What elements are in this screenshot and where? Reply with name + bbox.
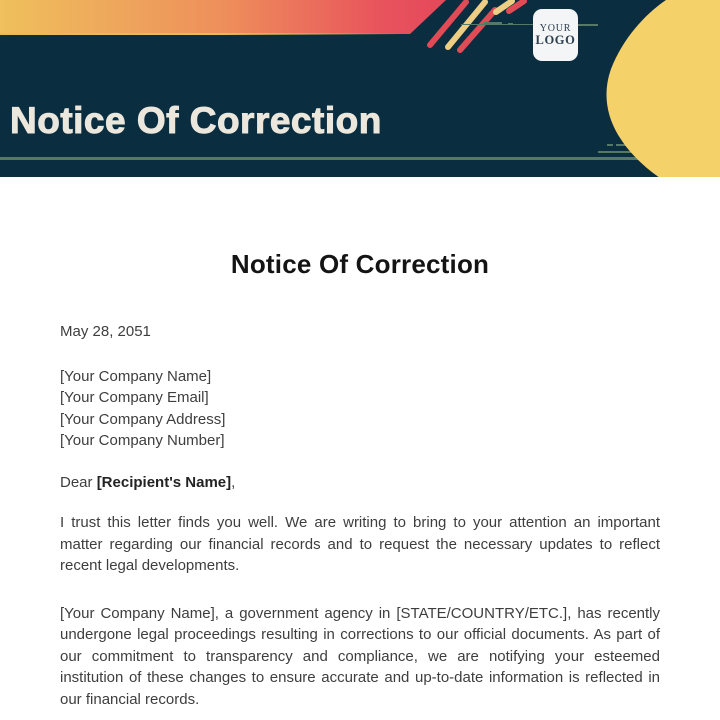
company-number-line: [Your Company Number] xyxy=(60,432,225,449)
decorative-dash xyxy=(508,23,513,25)
diagonal-stripes-icon xyxy=(402,0,542,56)
header-rule xyxy=(0,157,678,160)
salutation-prefix: Dear xyxy=(60,473,97,491)
decorative-dash xyxy=(484,22,502,25)
header-title: Notice Of Correction xyxy=(10,100,382,141)
letter-date: May 28, 2051 xyxy=(60,323,151,340)
letter-body xyxy=(0,249,720,710)
company-email-line: [Your Company Email] xyxy=(60,389,209,406)
letter-paragraph: I trust this letter finds you well. We are writing to bring to your attention an important matter regarding our financial records and to request the necessary updates to reflect recent legal developments. xyxy=(60,514,660,574)
logo-placeholder xyxy=(533,9,578,61)
recipient-name: [Recipient's Name] xyxy=(96,473,232,491)
letter-title: Notice Of Correction xyxy=(230,249,490,279)
corner-blob xyxy=(588,0,720,177)
salutation-suffix: , xyxy=(231,473,236,491)
company-block xyxy=(60,366,660,452)
gradient-band xyxy=(0,0,446,34)
letter-paragraph: [Your Company Name], a government agency in [STATE/COUNTRY/ETC.], has recently undergone legal proceedings resulting in corrections to our official documents. As part of our commitment to transparency and compliance, we are notifying your esteemed institution of these changes to ensure accurate and up-to-date information is reflected in our financial records. xyxy=(60,604,660,708)
header-banner xyxy=(0,0,720,177)
salutation xyxy=(60,472,660,494)
logo-text-your: YOUR xyxy=(539,23,572,34)
company-address-line: [Your Company Address] xyxy=(60,410,226,428)
gradient-band-underline xyxy=(0,33,402,35)
logo-text-logo: LOGO xyxy=(535,33,576,47)
company-name-line: [Your Company Name] xyxy=(60,367,212,385)
